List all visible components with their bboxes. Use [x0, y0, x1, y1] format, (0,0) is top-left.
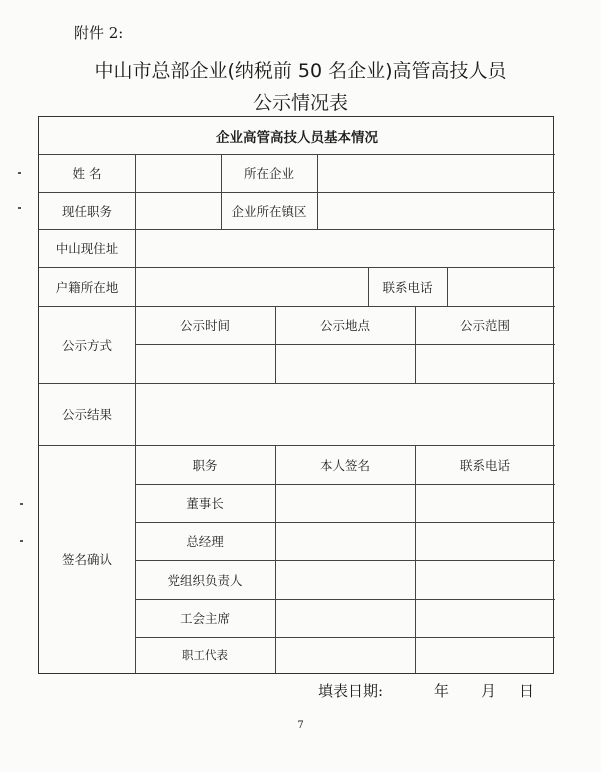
month-label: 月	[481, 682, 497, 700]
address-field[interactable]	[135, 229, 555, 267]
name-field[interactable]	[135, 154, 221, 192]
chairman-signature-field[interactable]	[275, 484, 415, 522]
scan-speck	[20, 503, 23, 505]
publicity-place-field[interactable]	[275, 344, 415, 383]
publicity-result-label: 公示结果	[61, 407, 112, 422]
employee-rep-signature-field[interactable]	[275, 637, 415, 673]
chairman-phone-field[interactable]	[415, 484, 555, 522]
role-chairman: 董事长	[186, 496, 224, 511]
self-signature-header: 本人签名	[319, 457, 370, 473]
scan-speck	[18, 172, 21, 174]
scan-speck	[20, 540, 23, 542]
duty-header: 职务	[192, 457, 218, 473]
year-label: 年	[434, 682, 450, 700]
party-leader-signature-field[interactable]	[275, 560, 415, 599]
role-general-manager: 总经理	[186, 534, 224, 549]
scan-speck	[18, 207, 21, 209]
document-subtitle: 公示情况表	[252, 92, 348, 114]
fill-date-label: 填表日期:	[318, 682, 384, 700]
company-town-field[interactable]	[317, 192, 555, 229]
sign-phone-header: 联系电话	[459, 457, 510, 473]
union-chair-signature-field[interactable]	[275, 599, 415, 637]
general-manager-phone-field[interactable]	[415, 522, 555, 560]
position-field[interactable]	[135, 192, 221, 229]
contact-phone-field[interactable]	[447, 267, 555, 306]
role-union-chair: 工会主席	[179, 611, 230, 626]
household-location-field[interactable]	[135, 267, 368, 306]
union-chair-phone-field[interactable]	[415, 599, 555, 637]
company-label: 所在企业	[243, 166, 294, 181]
general-manager-signature-field[interactable]	[275, 522, 415, 560]
section-header: 企业高管高技人员基本情况	[216, 129, 378, 146]
publicity-place-label: 公示地点	[319, 318, 370, 333]
publicity-method-label: 公示方式	[61, 337, 112, 353]
role-party-leader: 党组织负责人	[167, 572, 243, 588]
signature-confirm-label: 签名确认	[61, 552, 112, 567]
publicity-time-label: 公示时间	[179, 318, 230, 333]
employee-rep-phone-field[interactable]	[415, 637, 555, 673]
role-employee-rep: 职工代表	[182, 648, 228, 662]
company-town-label: 企业所在镇区	[231, 203, 307, 219]
page-number: 7	[297, 720, 304, 731]
publicity-scope-field[interactable]	[415, 344, 555, 383]
position-label: 现任职务	[61, 203, 112, 219]
name-label: 姓 名	[72, 166, 102, 181]
company-field[interactable]	[317, 154, 555, 192]
household-location-label: 户籍所在地	[55, 279, 119, 295]
day-label: 日	[519, 682, 535, 700]
publicity-result-field[interactable]	[135, 383, 555, 445]
attachment-label: 附件 2:	[74, 24, 124, 42]
address-label: 中山现住址	[55, 241, 119, 256]
publicity-time-field[interactable]	[135, 344, 275, 383]
publicity-scope-label: 公示范围	[459, 318, 510, 333]
party-leader-phone-field[interactable]	[415, 560, 555, 599]
publicity-form	[38, 116, 554, 674]
contact-phone-label: 联系电话	[382, 279, 433, 295]
document-title: 中山市总部企业(纳税前 50 名企业)高管高技人员	[94, 60, 507, 82]
